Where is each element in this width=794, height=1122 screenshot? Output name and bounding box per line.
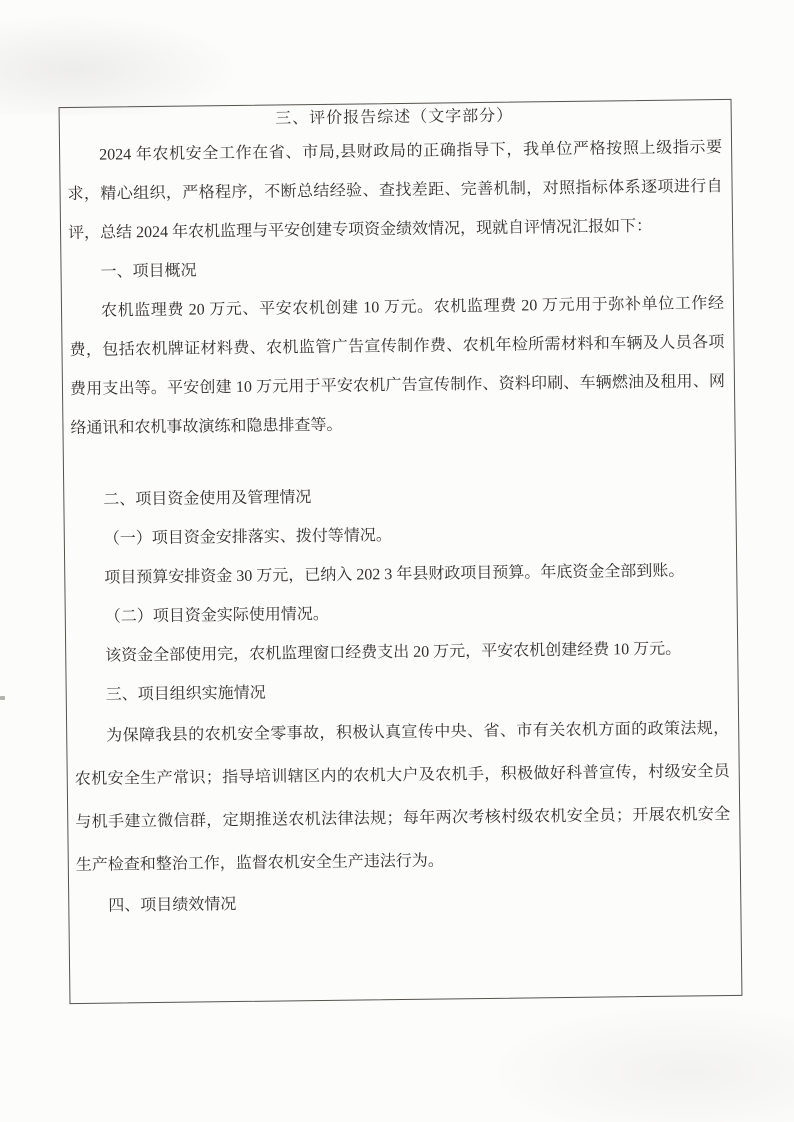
intro-paragraph: 2024 年农机安全工作在省、市局,县财政局的正确指导下，我单位严格按照上级指示要求，精心组织，严格程序，不断总结经验、查找差距、完善机制，对照指标体系逐项进行自评，总结 2024 年农机监理与平安创建专项资金绩效情况，现就自评情况汇报如下： [67,139,723,243]
scan-smudge-top-left [0,15,240,115]
heading-organization-implementation: 三、项目组织实施情况 [105,684,266,704]
subheading-fund-allocation: （一）项目资金安排落实、拨付等情况。 [103,527,392,548]
report-section-title: 三、评价报告综述（文字部分） [275,107,514,128]
heading-project-performance: 四、项目绩效情况 [108,896,237,915]
scan-speck [0,696,5,700]
fund-actual-use-body: 该资金全部使用完，农机监理窗口经费支出 20 万元，平安农机创建经费 10 万元。 [105,640,682,665]
scan-smudge-bottom-right [484,1002,794,1122]
organization-implementation-body: 为保障我县的农机安全零事故，积极认真宣传中央、省、市有关农机方面的政策法规，农机安全生产常识；指导培训辖区内的农机大户及农机手，积极做好科普宣传，村级安全员与机手建立微信群，定期推送农机法律法规；每年两次考核村级农机安全员；开展农机安全生产检查和整治工作，监督农机安全生产违法行为。 [74,719,731,874]
heading-fund-usage: 二、项目资金使用及管理情况 [103,489,312,509]
report-border-box [59,99,743,1004]
subheading-fund-actual-use: （二）项目资金实际使用情况。 [104,605,329,626]
fund-allocation-body: 项目预算安排资金 30 万元，已纳入 202 3 年县财政项目预算。年底资金全部到账。 [104,562,685,587]
project-overview-body: 农机监理费 20 万元、平安农机创建 10 万元。农机监理费 20 万元用于弥补单位工作经费，包括农机牌证材料费、农机监管广告宣传制作费、农机年检所需材料和车辆及人员各项费用支出等。平安创建 10 万元用于平安农机广告宣传制作、资料印刷、车辆燃油及租用、网络通讯和农机事故演练和隐患排查等。 [69,295,726,438]
heading-project-overview: 一、项目概况 [100,262,197,281]
